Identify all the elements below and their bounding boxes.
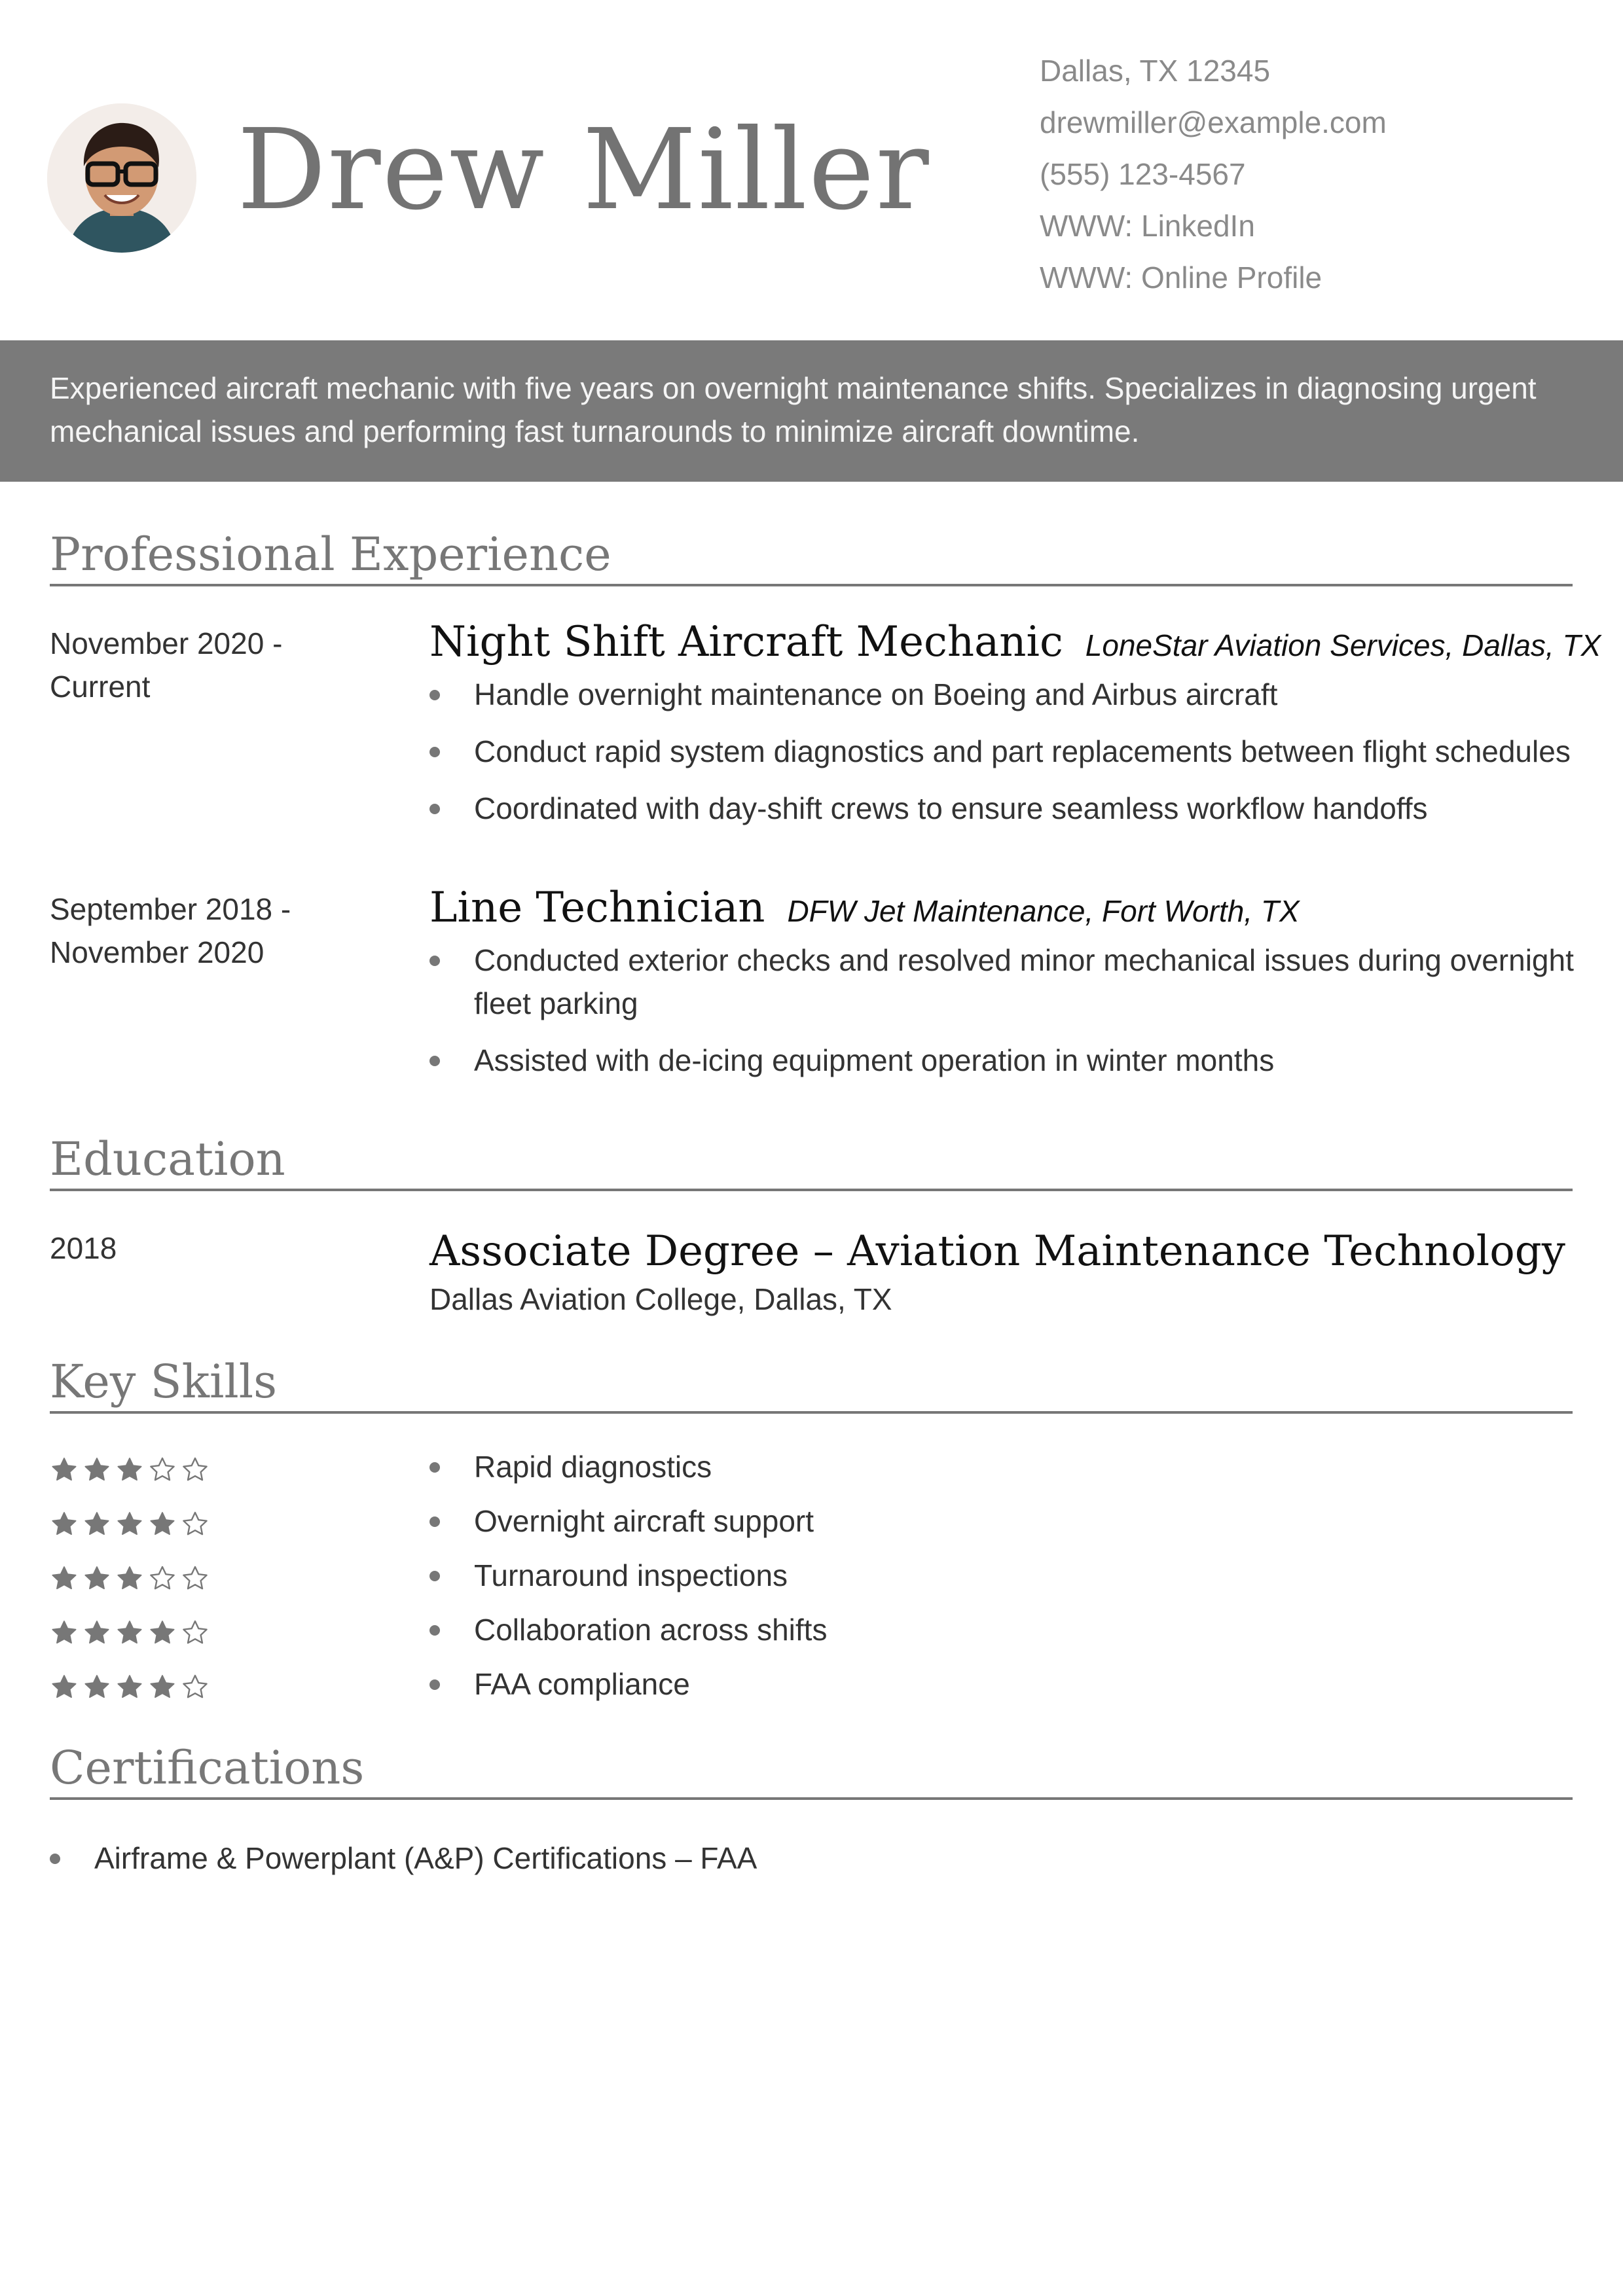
bullet-dot — [429, 1462, 440, 1473]
list-item: Conducted exterior checks and resolved minor mechanical issues during overnight fleet parking — [429, 939, 1582, 1025]
skill-rating-5 — [50, 1660, 213, 1714]
skill-ratings — [50, 1443, 213, 1714]
star-empty-icon — [148, 1456, 177, 1484]
star-filled-icon — [50, 1673, 79, 1702]
bullet-dot — [429, 1056, 440, 1066]
star-empty-icon — [181, 1619, 210, 1647]
bullet-dot — [429, 1679, 440, 1690]
job-2-company: DFW Jet Maintenance, Fort Worth, TX — [787, 894, 1300, 928]
star-filled-icon — [148, 1619, 177, 1647]
job-2 — [429, 884, 1582, 1082]
star-filled-icon — [82, 1673, 111, 1702]
summary-band — [0, 340, 1623, 482]
summary-text: Experienced aircraft mechanic with five years on overnight maintenance shifts. Specializes in diagnosing urgent mechanical issues and performing fast turnarounds to minimize aircraft downtime. — [50, 371, 1537, 448]
star-filled-icon — [82, 1510, 111, 1539]
star-filled-icon — [115, 1673, 144, 1702]
star-filled-icon — [115, 1619, 144, 1647]
skill-rating-2 — [50, 1497, 213, 1551]
job-2-bullets — [429, 939, 1582, 1082]
certifications-heading: Certifications — [50, 1740, 1573, 1800]
star-filled-icon — [50, 1564, 79, 1593]
skill-rating-1 — [50, 1443, 213, 1497]
education-year: 2018 — [50, 1231, 117, 1265]
star-filled-icon — [50, 1510, 79, 1539]
profile-photo — [47, 103, 196, 253]
certifications-list — [50, 1837, 757, 1880]
star-empty-icon — [148, 1564, 177, 1593]
star-filled-icon — [148, 1673, 177, 1702]
job-2-header — [429, 884, 1582, 932]
job-1-bullets — [429, 673, 1582, 830]
skill-rating-3 — [50, 1551, 213, 1605]
experience-heading: Professional Experience — [50, 526, 1573, 586]
star-filled-icon — [115, 1564, 144, 1593]
star-filled-icon — [115, 1456, 144, 1484]
skills-heading: Key Skills — [50, 1354, 1573, 1414]
list-item: Airframe & Powerplant (A&P) Certifications – FAA — [50, 1837, 757, 1880]
skills-list — [429, 1445, 827, 1717]
bullet-dot — [429, 956, 440, 966]
job-1-company: LoneStar Aviation Services, Dallas, TX — [1085, 628, 1601, 662]
bullet-dot — [429, 1516, 440, 1527]
star-empty-icon — [181, 1673, 210, 1702]
bullet-dot — [429, 1571, 440, 1581]
bullet-dot — [429, 1625, 440, 1636]
list-item: Turnaround inspections — [429, 1554, 827, 1608]
star-filled-icon — [115, 1510, 144, 1539]
contact-linkedin[interactable]: WWW: LinkedIn — [1040, 209, 1255, 243]
list-item: Handle overnight maintenance on Boeing and Airbus aircraft — [429, 673, 1582, 716]
list-item: Rapid diagnostics — [429, 1445, 827, 1499]
education-degree: Associate Degree – Aviation Maintenance Technology — [429, 1227, 1565, 1276]
skill-rating-4 — [50, 1605, 213, 1660]
star-filled-icon — [50, 1619, 79, 1647]
list-item: Conduct rapid system diagnostics and part replacements between flight schedules — [429, 730, 1582, 773]
star-empty-icon — [181, 1456, 210, 1484]
job-1-title: Night Shift Aircraft Mechanic — [429, 618, 1063, 666]
candidate-name: Drew Miller — [237, 105, 930, 235]
job-2-dates: September 2018 - November 2020 — [50, 892, 291, 969]
star-filled-icon — [82, 1619, 111, 1647]
contact-block — [1040, 47, 1387, 306]
education-school: Dallas Aviation College, Dallas, TX — [429, 1282, 892, 1316]
list-item: Coordinated with day-shift crews to ensure seamless workflow handoffs — [429, 787, 1582, 830]
star-filled-icon — [148, 1510, 177, 1539]
avatar-illustration — [47, 103, 196, 253]
star-filled-icon — [82, 1456, 111, 1484]
contact-online-profile[interactable]: WWW: Online Profile — [1040, 260, 1322, 295]
job-1-header — [429, 618, 1601, 666]
star-filled-icon — [50, 1456, 79, 1484]
job-2-title: Line Technician — [429, 884, 765, 932]
education-heading: Education — [50, 1131, 1573, 1191]
bullet-dot — [429, 747, 440, 757]
bullet-dot — [50, 1854, 60, 1864]
job-1 — [429, 618, 1601, 830]
job-1-dates: November 2020 - Current — [50, 626, 283, 704]
list-item: FAA compliance — [429, 1662, 827, 1717]
star-empty-icon — [181, 1564, 210, 1593]
contact-phone[interactable]: (555) 123-4567 — [1040, 157, 1246, 191]
bullet-dot — [429, 690, 440, 700]
star-filled-icon — [82, 1564, 111, 1593]
bullet-dot — [429, 804, 440, 814]
list-item: Overnight aircraft support — [429, 1499, 827, 1554]
list-item: Collaboration across shifts — [429, 1608, 827, 1662]
list-item: Assisted with de-icing equipment operation in winter months — [429, 1039, 1582, 1082]
contact-email[interactable]: drewmiller@example.com — [1040, 105, 1387, 139]
education-entry — [429, 1225, 1582, 1321]
contact-address: Dallas, TX 12345 — [1040, 54, 1271, 88]
star-empty-icon — [181, 1510, 210, 1539]
